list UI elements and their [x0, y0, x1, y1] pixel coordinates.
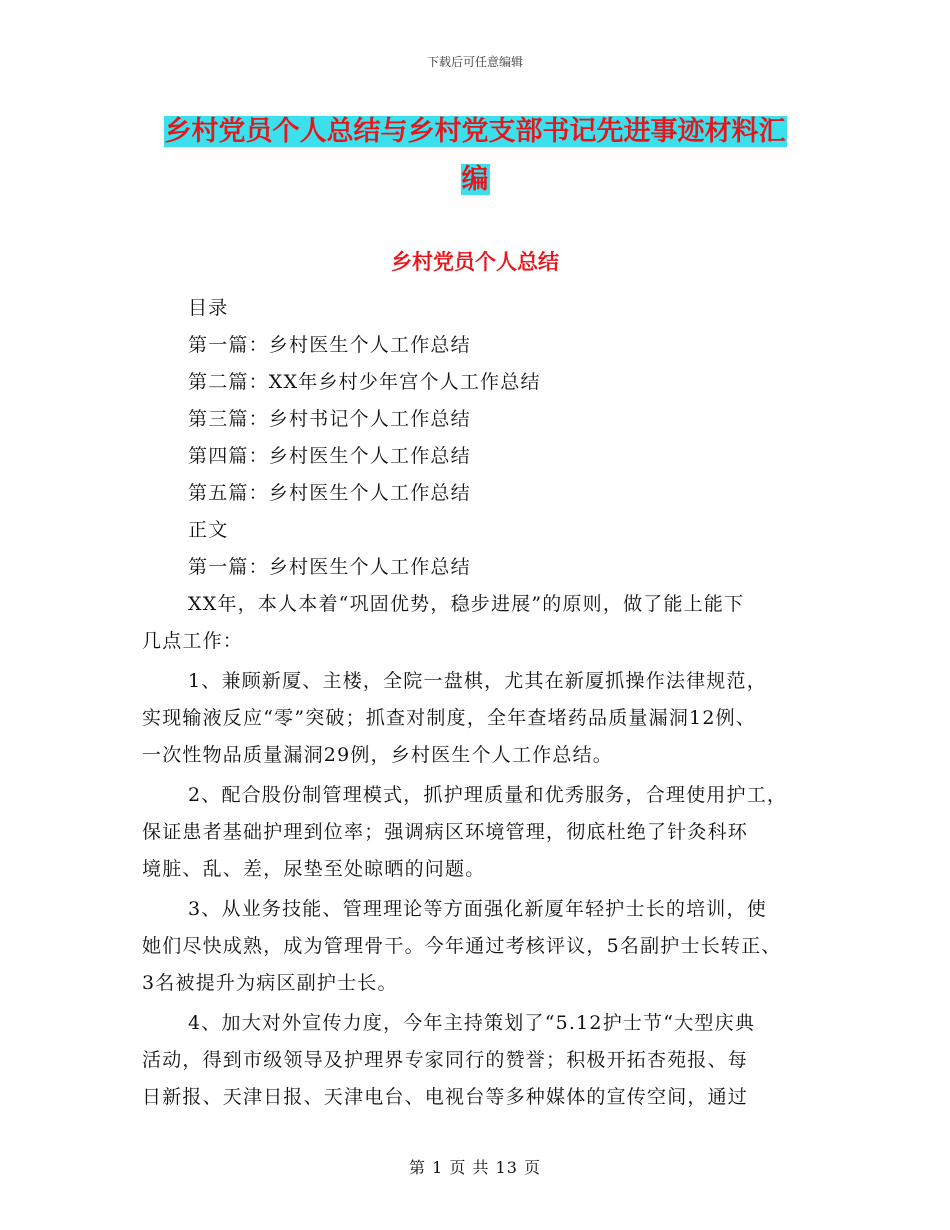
- toc-item: 第二篇：XX年乡村少年宫个人工作总结: [188, 371, 541, 393]
- paragraph: [142, 1005, 814, 1116]
- paragraph: [142, 586, 814, 660]
- paragraph-line: XX年，本人本着“巩固优势，稳步进展”的原则，做了能上能下: [188, 593, 745, 615]
- body-heading: 正文: [188, 519, 229, 541]
- paragraph-line: 日新报、天津日报、天津电台、电视台等多种媒体的宣传空间，通过: [142, 1086, 749, 1108]
- paragraph-line: 3、从业务技能、管理理论等方面强化新厦年轻护士长的培训，使: [188, 898, 767, 920]
- paragraph: [142, 663, 814, 774]
- paragraph-line: 活动，得到市级领导及护理界专家同行的赞誉；积极开拓杏苑报、每: [142, 1049, 749, 1071]
- toc-heading: 目录: [188, 297, 229, 319]
- paragraph-line: 4、加大对外宣传力度，今年主持策划了“5.12护士节“大型庆典: [188, 1012, 756, 1034]
- paragraph-line: 她们尽快成熟，成为管理骨干。今年通过考核评议，5名副护士长转正、: [142, 935, 782, 957]
- header-note: 下载后可任意编辑: [426, 55, 523, 69]
- document-title: [0, 108, 950, 204]
- paragraph-line: 3名被提升为病区副护士长。: [142, 972, 398, 994]
- paragraph-line: 2、配合股份制管理模式，抓护理质量和优秀服务，合理使用护工，: [188, 784, 788, 806]
- paragraph: [142, 777, 814, 888]
- toc-item: 第一篇：乡村医生个人工作总结: [188, 334, 471, 356]
- paragraph-line: 一次性物品质量漏洞29例，乡村医生个人工作总结。: [142, 744, 613, 766]
- paragraph: [142, 891, 814, 1002]
- paragraph-line: 几点工作：: [142, 630, 244, 652]
- paragraph-line: 保证患者基础护理到位率；强调病区环境管理，彻底杜绝了针灸科环: [142, 821, 749, 843]
- paragraph-line: 境脏、乱、差，尿垫至处晾晒的问题。: [142, 858, 486, 880]
- section-heading: 第一篇：乡村医生个人工作总结: [188, 556, 471, 578]
- paragraph-line: 1、兼顾新厦、主楼，全院一盘棋，尤其在新厦抓操作法律规范，: [188, 670, 767, 692]
- title-line-2: 编: [461, 164, 489, 195]
- document-subtitle: 乡村党员个人总结: [391, 250, 559, 274]
- toc-item: 第四篇：乡村医生个人工作总结: [188, 445, 471, 467]
- paragraph-line: 实现输液反应“零”突破；抓查对制度，全年查堵药品质量漏洞12例、: [142, 707, 757, 729]
- toc-item: 第三篇：乡村书记个人工作总结: [188, 408, 471, 430]
- document-body: [142, 290, 814, 1116]
- page-footer: 第 1 页 共 13 页: [409, 1158, 541, 1177]
- toc-item: 第五篇：乡村医生个人工作总结: [188, 482, 471, 504]
- title-line-1: 乡村党员个人总结与乡村党支部书记先进事迹材料汇: [164, 116, 786, 147]
